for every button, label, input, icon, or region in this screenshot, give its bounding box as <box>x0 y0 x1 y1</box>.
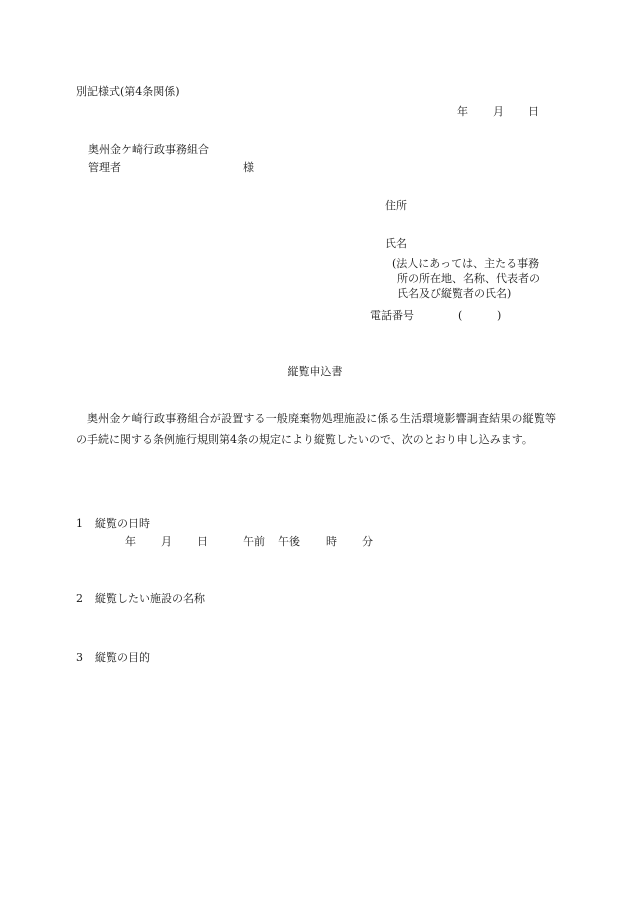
corporate-note-line: (法人にあっては、主たる事務 <box>392 257 540 270</box>
datetime-hour-label: 時 <box>326 535 337 548</box>
document-title: 縦覧申込書 <box>287 365 343 378</box>
date-year-label: 年 <box>457 105 468 118</box>
corporate-note <box>392 256 562 301</box>
item-number: 1 <box>76 517 83 530</box>
item-label: 縦覧したい施設の名称 <box>95 592 205 605</box>
datetime-pm-label: 午後 <box>278 535 300 548</box>
datetime-month-label: 月 <box>161 535 172 548</box>
datetime-day-label: 日 <box>197 535 208 548</box>
datetime-year-label: 年 <box>125 535 136 548</box>
date-day-label: 日 <box>528 105 539 118</box>
phone-label: 電話番号 <box>370 309 414 322</box>
item-label: 縦覧の目的 <box>95 651 150 664</box>
phone-paren-open: ( <box>458 309 463 322</box>
name-label: 氏名 <box>385 237 407 250</box>
recipient-org: 奥州金ケ崎行政事務組合 <box>88 143 209 156</box>
date-month-label: 月 <box>493 105 504 118</box>
recipient-honorific: 様 <box>243 161 254 174</box>
datetime-minute-label: 分 <box>362 535 373 548</box>
corporate-note-line: 氏名及び縦覧者の氏名) <box>397 287 512 300</box>
recipient-role: 管理者 <box>88 161 121 174</box>
address-label: 住所 <box>385 199 407 212</box>
body-paragraph: 奥州金ケ崎行政事務組合が設置する一般廃棄物処理施設に係る生活環境影響調査結果の縦覧等の手続に関する条例施行規則第4条の規定により縦覧したいので、次のとおり申し込みます。 <box>76 412 556 446</box>
item-number: 3 <box>76 651 83 664</box>
phone-paren-close: ) <box>497 309 502 322</box>
datetime-am-label: 午前 <box>243 535 265 548</box>
corporate-note-line: 所の所在地、名称、代表者の <box>397 272 540 285</box>
item-label: 縦覧の日時 <box>95 517 150 530</box>
item-number: 2 <box>76 592 83 605</box>
form-reference: 別記様式(第4条関係) <box>76 85 180 98</box>
